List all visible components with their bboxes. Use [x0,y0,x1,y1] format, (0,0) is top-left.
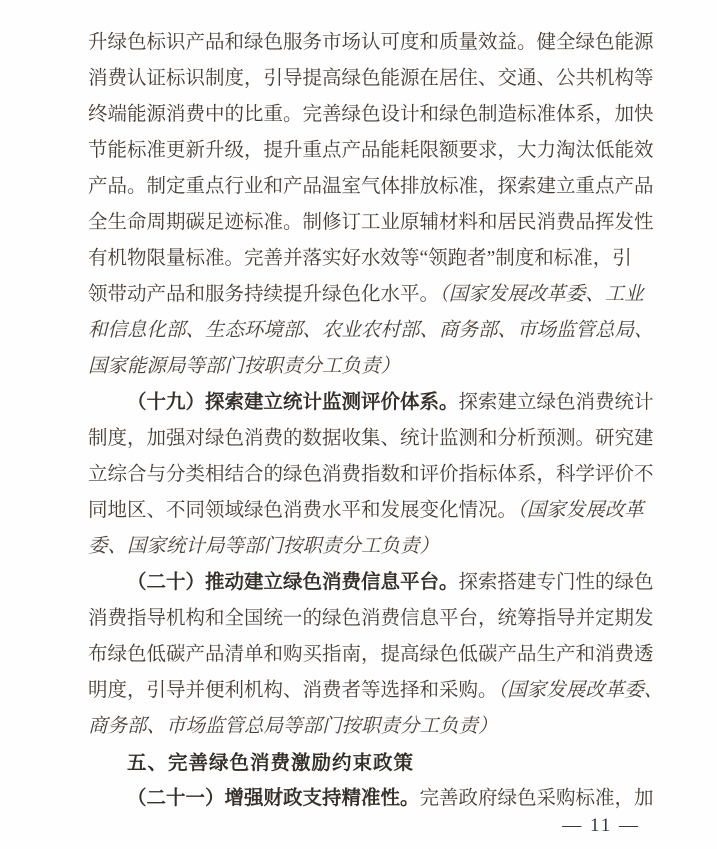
text-line [88,781,654,817]
text-line [88,97,654,133]
text-line [88,457,654,493]
text-segment-normal: 探索搭建专门性的绿色 [458,572,654,593]
text-segment-normal: 消费认证标识制度，引导提高绿色能源在居住、交通、公共机构等 [88,68,654,89]
text-line [88,673,664,709]
text-segment-bold: （十九）探索建立统计监测评价体系。 [127,392,459,413]
text-segment-normal: 节能标准更新升级，提升重点产品能耗限额要求，大力淘汰低能效 [88,140,654,161]
text-segment-kai: 国家能源局等部门按职责分工负责） [88,356,401,377]
text-segment-kai: （国家发展改革委、工业 [439,284,644,305]
text-segment-normal: 同地区、不同领域绿色消费水平和发展变化情况。 [88,500,518,521]
text-segment-kai: 商务部、市场监管总局等部门按职责分工负责） [88,716,498,737]
text-segment-bold: （二十）推动建立绿色消费信息平台。 [127,572,459,593]
text-segment-kai: （国家发展改革 [517,500,644,521]
text-line [88,61,654,97]
text-segment-normal: 升绿色标识产品和绿色服务市场认可度和质量效益。健全绿色能源 [88,32,654,53]
text-segment-normal: 立综合与分类相结合的绿色消费指数和评价指标体系，科学评价不 [88,464,654,485]
document-body [88,25,664,817]
text-line [88,241,648,277]
text-line [88,349,648,385]
text-line [88,493,648,529]
text-line [88,385,654,421]
text-segment-normal: 探索建立绿色消费统计 [458,392,654,413]
text-line [88,421,654,457]
text-line [88,637,654,673]
text-line [88,565,654,601]
text-line [88,25,654,61]
text-line [88,169,654,205]
text-line [88,745,648,781]
text-line [88,277,648,313]
text-segment-kai: 委、国家统计局等部门按职责分工负责） [88,536,440,557]
text-segment-normal: 布绿色低碳产品清单和购买指南，提高绿色低碳产品生产和消费透 [88,644,654,665]
text-line [88,205,654,241]
text-line [88,601,654,637]
text-segment-normal: 产品。制定重点行业和产品温室气体排放标准，探索建立重点产品 [88,176,654,197]
text-segment-normal: 全生命周期碳足迹标准。制修订工业原辅材料和居民消费品挥发性 [88,212,654,233]
page-number: — 11 — [562,815,640,836]
text-line [88,709,648,745]
text-segment-bold: （二十一）增强财政支持精准性。 [127,788,420,809]
text-segment-normal: 领带动产品和服务持续提升绿色化水平。 [88,284,440,305]
text-line [88,133,654,169]
text-segment-heading: 五、完善绿色消费激励约束政策 [127,752,415,774]
text-segment-kai: （国家发展改革委、 [497,680,664,701]
text-segment-normal: 制度，加强对绿色消费的数据收集、统计监测和分析预测。研究建 [88,428,654,449]
text-segment-normal: 有机物限量标准。完善并落实好水效等“领跑者”制度和标准，引 [88,248,632,269]
text-segment-normal: 完善政府绿色采购标准，加 [419,788,654,809]
text-segment-normal: 终端能源消费中的比重。完善绿色设计和绿色制造标准体系，加快 [88,104,654,125]
text-line [88,529,648,565]
text-segment-kai: 和信息化部、生态环境部、农业农村部、商务部、市场监管总局、 [88,320,654,341]
text-segment-normal: 明度，引导并便利机构、消费者等选择和采购。 [88,680,498,701]
text-line [88,313,654,349]
text-segment-normal: 消费指导机构和全国统一的绿色消费信息平台，统筹指导并定期发 [88,608,654,629]
